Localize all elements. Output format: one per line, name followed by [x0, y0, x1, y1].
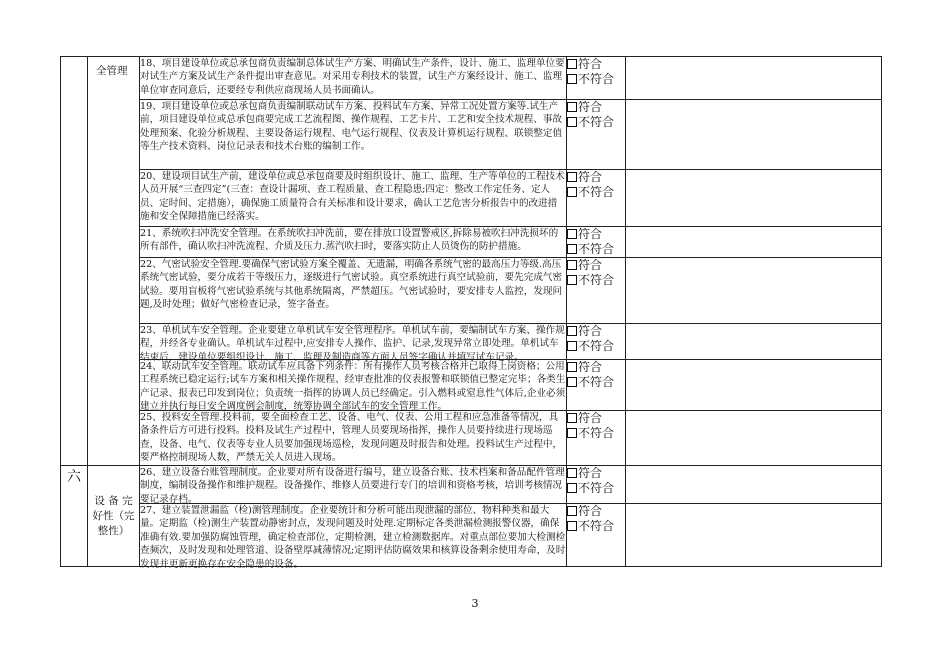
- noncompliant-label: 不符合: [578, 339, 615, 353]
- compliance-cell: [567, 504, 626, 567]
- table-row: [61, 411, 882, 466]
- noncompliant-option[interactable]: [567, 375, 625, 390]
- compliant-option[interactable]: [567, 258, 625, 273]
- category-label: 设 备 完好性（完整性）: [92, 494, 135, 537]
- noncompliant-option[interactable]: [567, 273, 625, 288]
- checkbox-icon[interactable]: [567, 326, 577, 336]
- compliant-label: 符合: [578, 466, 603, 480]
- requirement-cell: [140, 57, 567, 100]
- noncompliant-option[interactable]: [567, 72, 625, 87]
- noncompliant-label: 不符合: [578, 185, 615, 199]
- requirement-text: 25、投料安全管理.投料前，要全面检查工艺、设备、电气、仪表、公用工程和应急准备等情况，具备条件后方可进行投料。投料及试生产过程中，管理人员要现场指挥，操作人员要持续进行现场巡查，设备、电气、仪表等专业人员要加强现场巡检，发现问题及时报告和处理。投料试生产过程中，要严格控制现场人数，严禁无关人员进入现场。: [140, 412, 563, 464]
- compliance-cell: [567, 57, 626, 100]
- checkbox-icon[interactable]: [567, 74, 577, 84]
- noncompliant-label: 不符合: [578, 115, 615, 129]
- requirement-cell: [140, 227, 567, 258]
- requirement-cell: [140, 324, 567, 363]
- remarks-cell[interactable]: [626, 258, 882, 324]
- table-row: [61, 504, 882, 567]
- noncompliant-label: 不符合: [578, 375, 615, 389]
- requirement-cell: [140, 170, 567, 227]
- remarks-cell[interactable]: [626, 57, 882, 100]
- section-number-cell: [61, 466, 88, 567]
- compliant-option[interactable]: [567, 170, 625, 185]
- noncompliant-option[interactable]: [567, 185, 625, 200]
- compliant-label: 符合: [578, 324, 603, 338]
- compliant-label: 符合: [578, 227, 603, 241]
- section-number: 六: [67, 469, 81, 485]
- requirement-text: 22、气密试验安全管理.要确保气密试验方案全覆盖、无遗漏，明确各系统气密的最高压力等级.高压系统气密试验，要分成若干等级压力，逐级进行气密试验。真空系统进行真空试验前，要先完成气密试验。要用盲板将气密试验系统与其他系统隔离，严禁超压。气密试验时，要安排专人监控，发现问题,及时处理；做好气密检查记录，签字备查。: [140, 259, 563, 311]
- noncompliant-option[interactable]: [567, 339, 625, 354]
- requirement-text: 19、项目建设单位或总承包商负责编制联动试车方案、投料试车方案、异常工况处置方案等.试生产前，项目建设单位或总承包商要完成工艺流程图、操作规程、工艺卡片、工艺和安全技术规程、事故处理预案、化验分析规程、主要设备运行规程、电气运行规程、仪表及计算机运行规程、联锁整定值等生产技术资料、岗位记录表和技术台账的编制工作。: [140, 101, 563, 153]
- requirement-text: 20、建设项目试生产前，建设单位或总承包商要及时组织设计、施工、监理、生产等单位的工程技术人员开展“三查四定”(三查：查设计漏项、查工程质量、查工程隐患;四定：整改工作定任务、定人员、定时间、定措施），确保施工质量符合有关标准和设计要求，确认工艺危害分析报告中的改进措施和安全保障措施已经落实。: [140, 171, 565, 223]
- remarks-cell[interactable]: [626, 504, 882, 567]
- requirement-cell: [140, 411, 567, 466]
- category-cell: [88, 57, 140, 466]
- checkbox-icon[interactable]: [567, 229, 577, 239]
- noncompliant-label: 不符合: [578, 426, 615, 440]
- remarks-cell[interactable]: [626, 100, 882, 170]
- noncompliant-label: 不符合: [578, 481, 615, 495]
- compliant-option[interactable]: [567, 466, 625, 481]
- compliance-cell: [567, 258, 626, 324]
- compliance-cell: [567, 466, 626, 504]
- table-row: [61, 466, 882, 504]
- requirement-text: 21、系统吹扫冲洗安全管理。在系统吹扫冲洗前，要在排放口设置警戒区,拆除易被吹扫冲洗损坏的所有部件，确认吹扫冲洗流程、介质及压力.蒸汽吹扫时，要落实防止人员烫伤的防护措施。: [140, 228, 559, 253]
- checkbox-icon[interactable]: [567, 117, 577, 127]
- checkbox-icon[interactable]: [567, 413, 577, 423]
- checkbox-icon[interactable]: [567, 244, 577, 254]
- compliant-option[interactable]: [567, 324, 625, 339]
- checkbox-icon[interactable]: [567, 341, 577, 351]
- checkbox-icon[interactable]: [567, 521, 577, 531]
- requirement-text: 18、项目建设单位或总承包商负责编制总体试生产方案、明确试生产条件，设计、施工、监理单位要对试生产方案及试生产条件提出审查意见。对采用专利技术的装置，试生产方案经设计、施工、监理单位审查同意后，还要经专利供应商现场人员书面确认。: [140, 58, 565, 96]
- checkbox-icon[interactable]: [567, 59, 577, 69]
- compliant-label: 符合: [578, 100, 603, 114]
- requirement-text: 24、联动试车安全管理。联动试车应具备下列条件：所有操作人员考核合格并已取得上岗资格；公用工程系统已稳定运行;试车方案和相关操作规程、经审查批准的仪表报警和联锁值已整定完毕；各类生产记录、报表已印发到岗位；负责统一指挥的协调人员已经确定。引入燃料或窒息性气体后,企业必须建立并执行每日安全调度例会制度，统筹协调全部试车的安全管理工作。: [140, 361, 566, 413]
- category-label: 全管理: [96, 65, 128, 77]
- compliant-label: 符合: [578, 57, 603, 71]
- compliant-option[interactable]: [567, 411, 625, 426]
- noncompliant-label: 不符合: [578, 273, 615, 287]
- checkbox-icon[interactable]: [567, 172, 577, 182]
- table-row: [61, 227, 882, 258]
- noncompliant-label: 不符合: [578, 72, 615, 86]
- requirement-text: 26、建立设备台账管理制度。企业要对所有设备进行编号，建立设备台账、技术档案和备品配件管理制度，编制设备操作和维护规程。设备操作、维修人员要进行专门的培训和资格考核，培训考核情况要记录存档。: [140, 467, 565, 505]
- compliant-option[interactable]: [567, 227, 625, 242]
- noncompliant-label: 不符合: [578, 242, 615, 256]
- table-row: [61, 258, 882, 324]
- requirement-text: 23、单机试车安全管理。企业要建立单机试车安全管理程序。单机试车前，要编制试车方案、操作规程，并经各专业确认。单机试车过程中,应安排专人操作、监护、记录,发现异常立即处理。单机试车结束后，建设单位要组织设计、施工、监理及制造商等方面人员签字确认并填写试车记录。: [140, 325, 565, 363]
- remarks-cell[interactable]: [626, 360, 882, 411]
- checkbox-icon[interactable]: [567, 362, 577, 372]
- table-row: [61, 324, 882, 360]
- table-row: [61, 57, 882, 100]
- compliant-label: 符合: [578, 170, 603, 184]
- compliance-cell: [567, 227, 626, 258]
- remarks-cell[interactable]: [626, 170, 882, 227]
- compliant-label: 符合: [578, 258, 603, 272]
- compliant-option[interactable]: [567, 57, 625, 72]
- compliance-cell: [567, 324, 626, 360]
- checkbox-icon[interactable]: [567, 102, 577, 112]
- section-number-cell: [61, 57, 88, 466]
- requirement-cell: [140, 100, 567, 170]
- checkbox-icon[interactable]: [567, 187, 577, 197]
- requirement-text: 27、建立装置泄漏监（检)测管理制度。企业要统计和分析可能出现泄漏的部位、物料种类和最大量。定期监（检)测生产装置动静密封点，发现问题及时处理.定期标定各类泄漏检测报警仪器，确保准确有效.要加强防腐蚀管理，确定检查部位，定期检测，建立检测数据库。对重点部位要加大检测检查频次，及时发现和处理管道、设备壁厚减薄情况;定期评估防腐效果和核算设备剩余使用寿命，及时发现并更新更换存在安全隐患的设备。: [140, 505, 566, 570]
- checkbox-icon[interactable]: [567, 468, 577, 478]
- table-row: [61, 100, 882, 170]
- checkbox-icon[interactable]: [567, 377, 577, 387]
- requirement-cell: [140, 360, 567, 411]
- requirement-cell: [140, 466, 567, 504]
- requirement-cell: [140, 258, 567, 324]
- remarks-cell[interactable]: [626, 324, 882, 360]
- compliant-option[interactable]: [567, 504, 625, 519]
- remarks-cell[interactable]: [626, 466, 882, 504]
- compliance-cell: [567, 100, 626, 170]
- checkbox-icon[interactable]: [567, 428, 577, 438]
- noncompliant-option[interactable]: [567, 481, 625, 496]
- checkbox-icon[interactable]: [567, 506, 577, 516]
- compliance-cell: [567, 411, 626, 466]
- page-number: 3: [471, 597, 479, 610]
- compliant-option[interactable]: [567, 360, 625, 375]
- noncompliant-option[interactable]: [567, 242, 625, 257]
- checkbox-icon[interactable]: [567, 260, 577, 270]
- compliant-label: 符合: [578, 504, 603, 518]
- noncompliant-option[interactable]: [567, 426, 625, 441]
- compliant-option[interactable]: [567, 100, 625, 115]
- compliant-label: 符合: [578, 411, 603, 425]
- category-cell: [88, 466, 140, 567]
- noncompliant-option[interactable]: [567, 519, 625, 534]
- noncompliant-option[interactable]: [567, 115, 625, 130]
- table-row: [61, 360, 882, 411]
- compliance-cell: [567, 170, 626, 227]
- noncompliant-label: 不符合: [578, 519, 615, 533]
- checkbox-icon[interactable]: [567, 275, 577, 285]
- checklist-table: [60, 56, 882, 570]
- compliant-label: 符合: [578, 360, 603, 374]
- remarks-cell[interactable]: [626, 227, 882, 258]
- table-row: [61, 170, 882, 227]
- checkbox-icon[interactable]: [567, 483, 577, 493]
- requirement-cell: [140, 504, 567, 570]
- compliance-cell: [567, 360, 626, 411]
- remarks-cell[interactable]: [626, 411, 882, 466]
